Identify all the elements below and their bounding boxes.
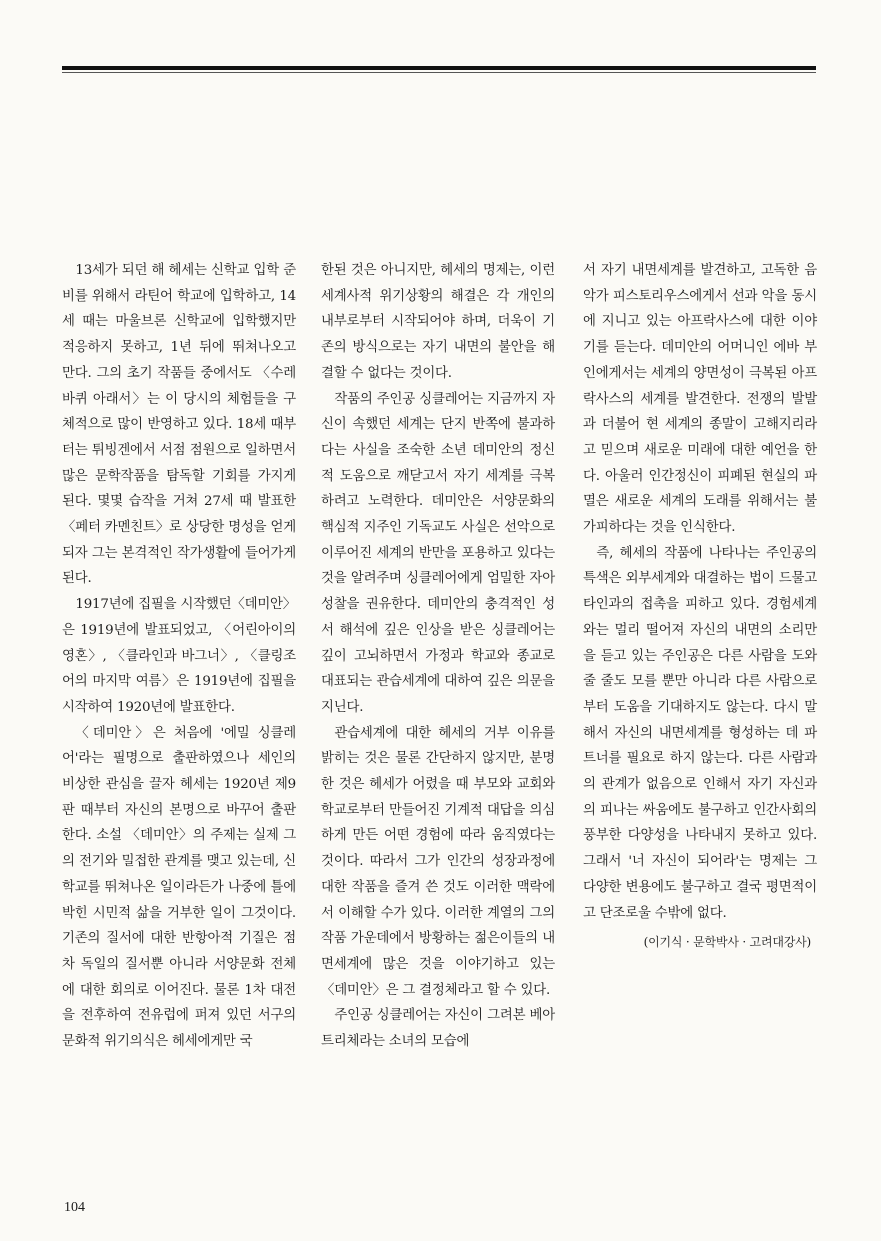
paragraph: 1917년에 집필을 시작했던〈데미안〉은 1919년에 발표되었고, 〈어린아이의 영혼〉, 〈클라인과 바그너〉, 〈클링조어의 마지막 여름〉은 1919년에 집필을 시작하여 1920년에 발표한다. bbox=[62, 597, 296, 715]
paragraph: 주인공 싱클레어는 자신이 그려본 베아트리체라는 소녀의 모습에 bbox=[321, 1008, 555, 1050]
paragraph: 즉, 헤세의 작품에 나타나는 주인공의 특색은 외부세계와 대결하는 법이 드물고 타인과의 접촉을 피하고 있다. 경험세계와는 멀리 떨어져 자신의 내면의 소리만을 듣고 있는 주인공은 다른 사람을 도와줄 줄도 모를 뿐만 아니라 다른 사람으로부터 도움을 기대하지도 않는다. 다시 말해서 자신의 내면세계를 형성하는 데 파트너를 필요로 하지 않는다. 다른 사람과의 관계가 없음으로 인해서 자기 자신과의 피나는 싸움에도 불구하고 인간사회의 풍부한 다양성을 나타내지 못하고 있다. 그래서 '너 자신이 되어라'는 명제는 그 다양한 변용에도 불구하고 결국 평면적이고 단조로울 수밖에 없다. bbox=[583, 545, 817, 921]
paragraph: 한된 것은 아니지만, 헤세의 명제는, 이런 세계사적 위기상황의 해결은 각 개인의 내부로부터 시작되어야 하며, 더욱이 기존의 방식으로는 자기 내면의 불안을 해결할 수 없다는 것이다. bbox=[321, 263, 555, 381]
column-1 bbox=[62, 258, 296, 1055]
paragraph: 13세가 되던 해 헤세는 신학교 입학 준비를 위해서 라틴어 학교에 입학하고, 14세 때는 마울브론 신학교에 입학했지만 적응하지 못하고, 1년 뒤에 뛰쳐나오고 만다. 그의 초기 작품들 중에서도 〈수레바퀴 아래서〉는 이 당시의 체험들을 구체적으로 많이 반영하고 있다. 18세 때부터는 튀빙겐에서 서점 점원으로 일하면서 많은 문학작품을 탐독할 기회를 가지게 된다. 몇몇 습작을 거쳐 27세 때 발표한 〈페터 카멘친트〉로 상당한 명성을 얻게 되자 그는 본격적인 작가생활에 들어가게 된다. bbox=[62, 263, 296, 587]
page-number: 104 bbox=[64, 1200, 85, 1215]
paragraph: 관습세계에 대한 헤세의 거부 이유를 밝히는 것은 물론 간단하지 않지만, 분명한 것은 헤세가 어렸을 때 부모와 교회와 학교로부터 만들어진 기계적 대답을 의심하게 만든 어떤 경험에 따라 움직였다는 것이다. 따라서 그가 인간의 성장과정에 대한 작품을 즐겨 쓴 것도 이러한 맥락에서 이해할 수가 있다. 이러한 계열의 그의 작품 가운데에서 방황하는 젊은이들의 내면세계에 많은 것을 이야기하고 있는 〈데미안〉은 그 결정체라고 할 수 있다. bbox=[321, 725, 555, 998]
column-3 bbox=[583, 258, 817, 956]
column-2 bbox=[321, 258, 555, 1055]
paragraph: 〈데미안〉은 처음에 '에밀 싱클레어'라는 필명으로 출판하였으나 세인의 비상한 관심을 끌자 헤세는 1920년 제9판 때부터 자신의 본명으로 바꾸어 출판한다. 소설 〈데미안〉의 주제는 실제 그의 전기와 밀접한 관계를 맺고 있는데, 신학교를 뛰쳐나온 일이라든가 나중에 틀에 박힌 시민적 삶을 거부한 일이 그것이다. 기존의 질서에 대한 반항아적 기질은 점차 독일의 질서뿐 아니라 서양문화 전체에 대한 회의로 이어진다. 물론 1차 대전을 전후하여 전유럽에 퍼져 있던 서구의 문화적 위기의식은 헤세에게만 국 bbox=[62, 725, 296, 1050]
top-rule bbox=[62, 66, 816, 70]
author-credit: (이기식 · 문학박사 · 고려대강사) bbox=[643, 935, 811, 950]
paragraph: 작품의 주인공 싱클레어는 지금까지 자신이 속했던 세계는 단지 반쪽에 불과하다는 사실을 조숙한 소년 데미안의 정신적 도움으로 깨닫고서 자기 세계를 극복하려고 노력한다. 데미안은 서양문화의 핵심적 지주인 기독교도 사실은 선악으로 이루어진 세계의 반만을 포용하고 있다는 것을 알려주며 싱클레어에게 엄밀한 자아성찰을 권유한다. 데미안의 충격적인 성서 해석에 깊은 인상을 받은 싱클레어는 깊이 고뇌하면서 가정과 학교와 종교로 대표되는 관습세계에 대하여 깊은 의문을 지닌다. bbox=[321, 391, 555, 715]
paragraph: 서 자기 내면세계를 발견하고, 고독한 음악가 피스토리우스에게서 선과 악을 동시에 지니고 있는 아프락사스에 대한 이야기를 듣는다. 데미안의 어머니인 에바 부인에게서는 세계의 양면성이 극복된 아프락사스의 세계를 발견한다. 전쟁의 발발과 더불어 현 세계의 종말이 고해지리라고 믿으며 새로운 미래에 대한 예언을 한다. 아울러 인간정신이 피폐된 현실의 파멸은 새로운 세계의 도래를 위해서는 불가피하다는 것을 인식한다. bbox=[583, 263, 817, 536]
